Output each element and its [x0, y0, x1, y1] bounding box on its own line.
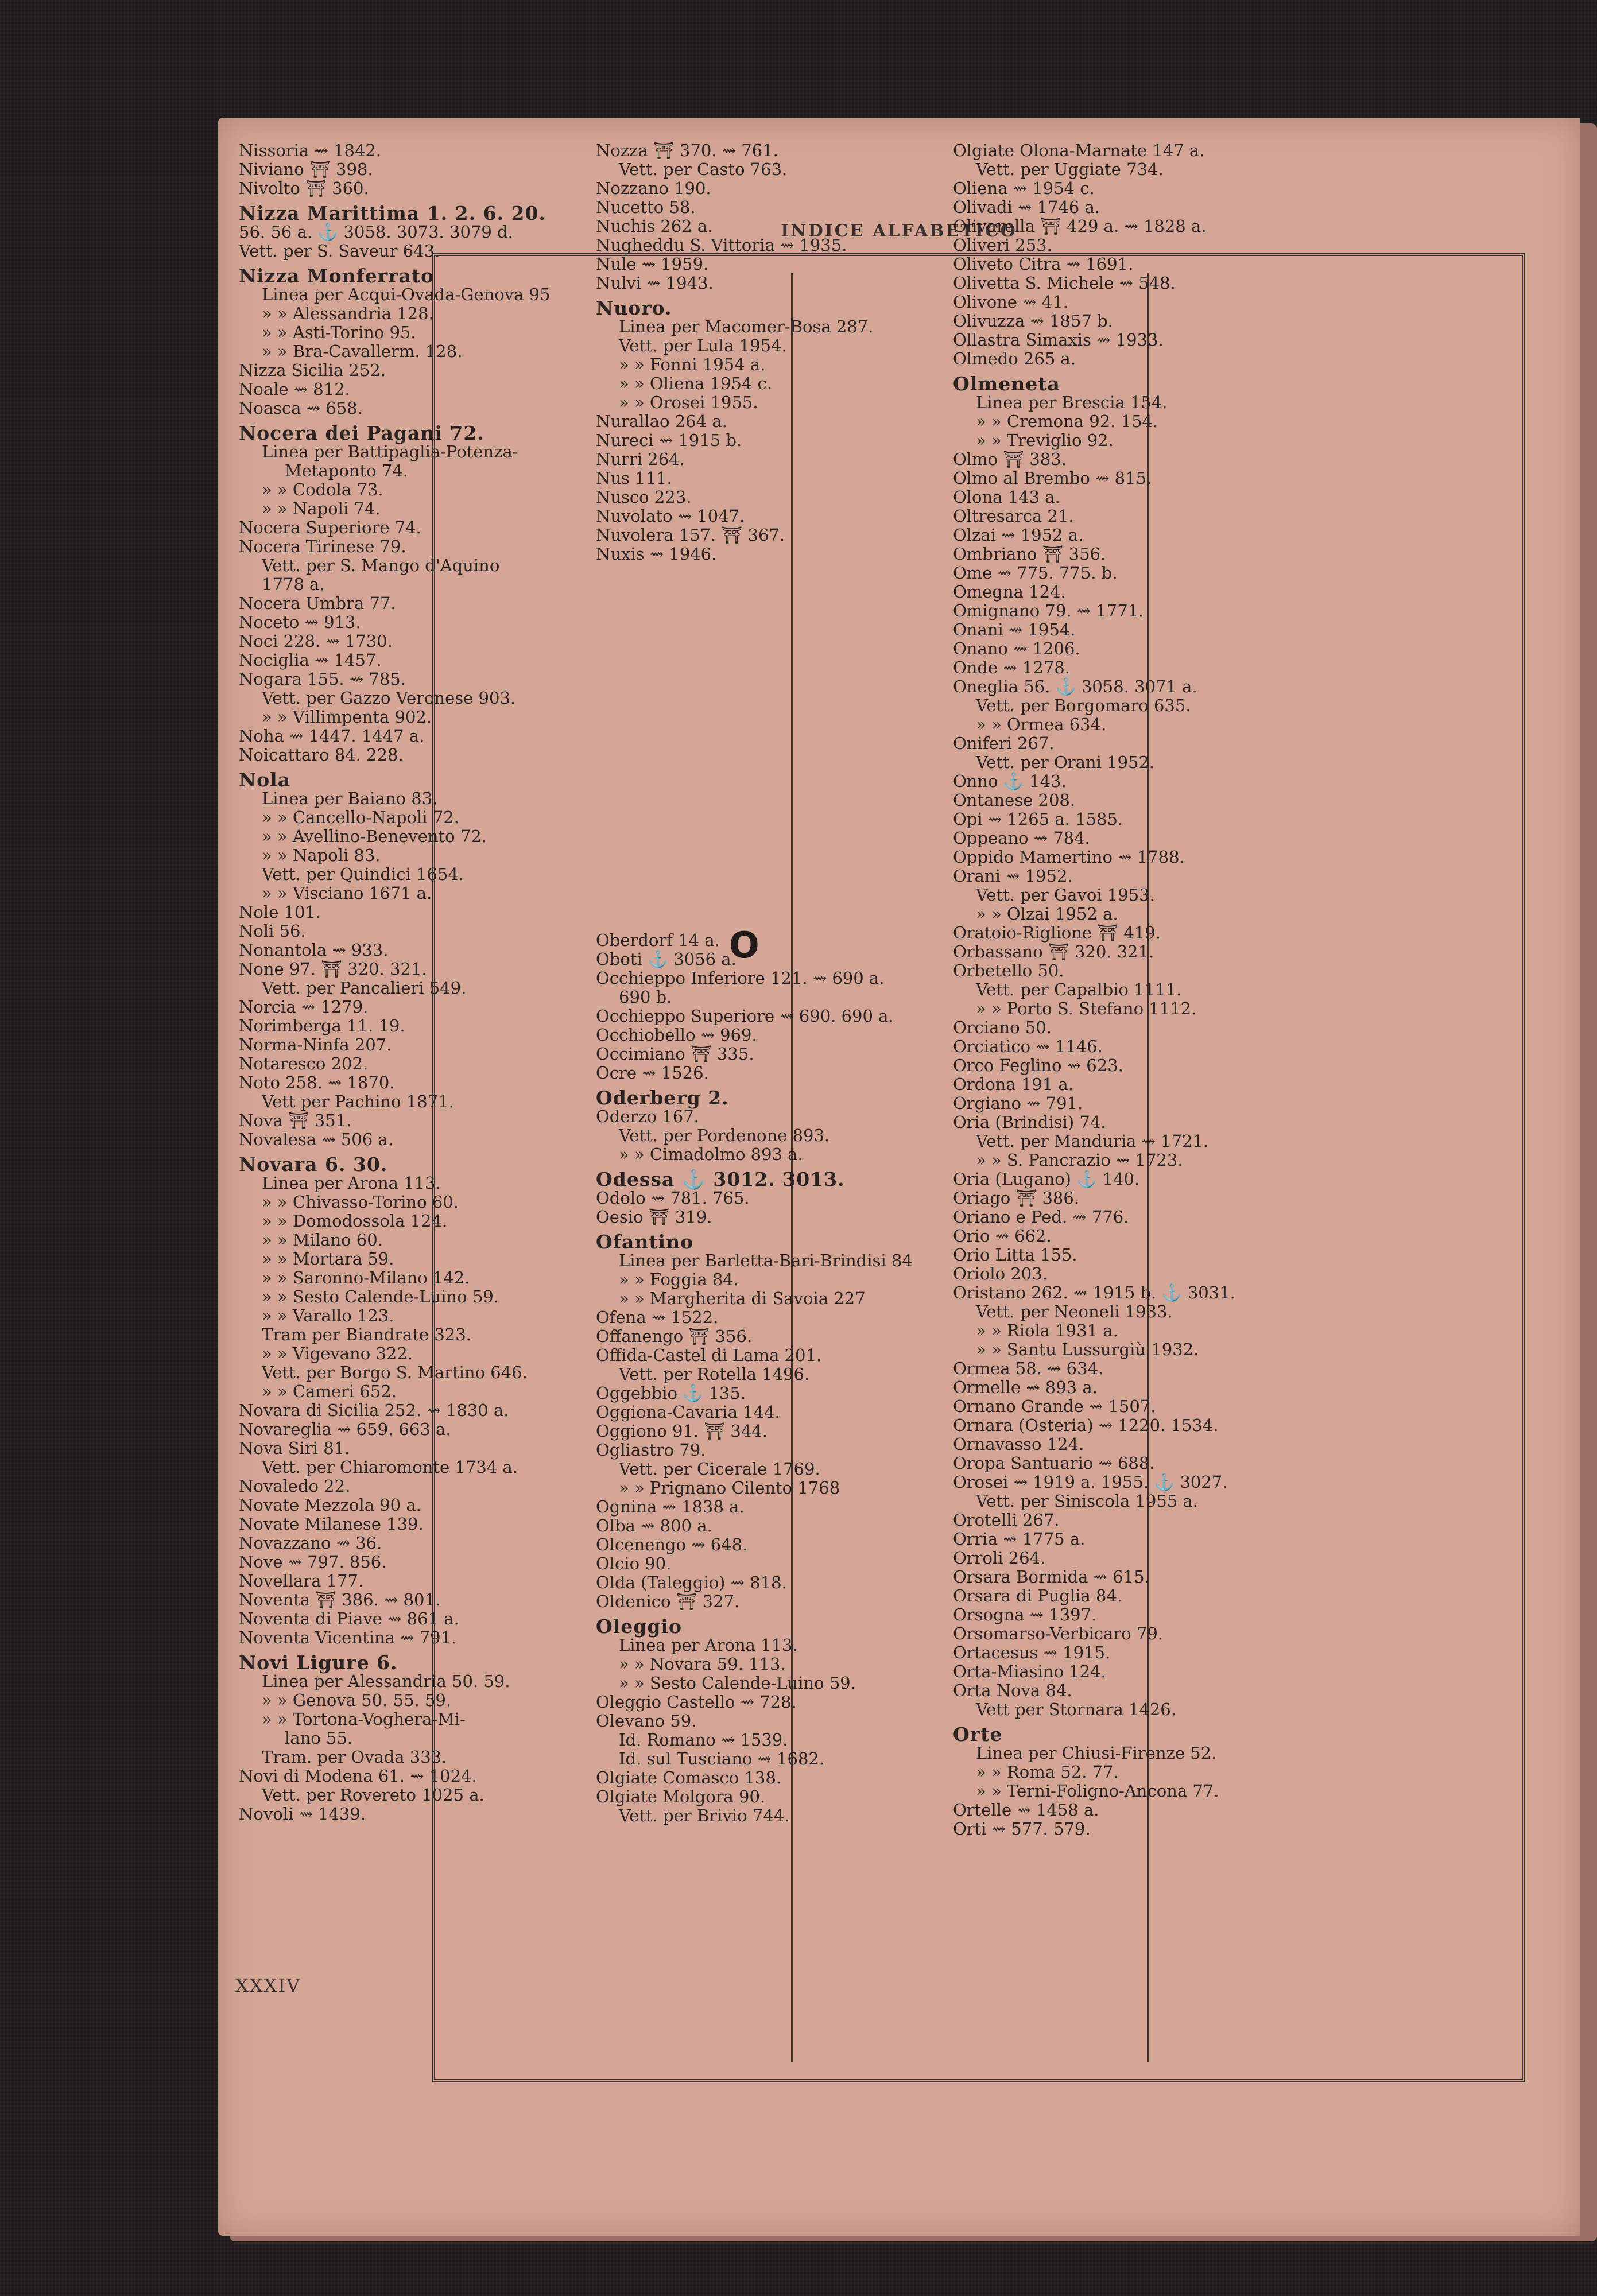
index-entry: Vett. per Brivio 744. — [619, 1806, 790, 1825]
index-entry: » » Visciano 1671 a. — [262, 883, 432, 903]
index-entry: Oggebbio ⚓ 135. — [596, 1383, 746, 1403]
index-entry: Oleggio Castello ⇝ 728. — [596, 1692, 797, 1712]
index-entry: Oppeano ⇝ 784. — [953, 828, 1090, 848]
index-entry: » » Olzai 1952 a. — [976, 904, 1118, 924]
index-entry: » » S. Pancrazio ⇝ 1723. — [976, 1150, 1183, 1170]
index-entry: Vett. per Manduria ⇝ 1721. — [976, 1131, 1209, 1151]
index-entry: » » Cancello-Napoli 72. — [262, 808, 459, 827]
index-entry: Olmo al Brembo ⇝ 815. — [953, 468, 1152, 488]
index-entry: Noto 258. ⇝ 1870. — [239, 1073, 395, 1092]
index-entry: » » Mortara 59. — [262, 1249, 394, 1269]
index-entry: Novi di Modena 61. ⇝ 1024. — [239, 1766, 477, 1786]
index-entry: Olba ⇝ 800 a. — [596, 1516, 712, 1535]
index-entry: Orotelli 267. — [953, 1510, 1060, 1530]
index-entry: Vett. per Lula 1954. — [619, 336, 787, 355]
index-entry: Occhiobello ⇝ 969. — [596, 1025, 757, 1045]
index-entry: Nule ⇝ 1959. — [596, 254, 709, 274]
index-entry: Odolo ⇝ 781. 765. — [596, 1188, 750, 1208]
index-heading: Ofantino — [596, 1231, 694, 1253]
index-entry: Oristano 262. ⇝ 1915 b. ⚓ 3031. — [953, 1283, 1235, 1302]
index-entry: Oboti ⚓ 3056 a. — [596, 949, 737, 969]
index-entry: » » Margherita di Savoia 227 — [619, 1289, 866, 1308]
index-entry: » » Sesto Calende-Luino 59. — [262, 1287, 499, 1306]
index-entry: Novazzano ⇝ 36. — [239, 1533, 382, 1553]
index-entry: » » Domodossola 124. — [262, 1211, 448, 1231]
index-heading: Oderberg 2. — [596, 1087, 729, 1109]
index-entry: Oneglia 56. ⚓ 3058. 3071 a. — [953, 677, 1197, 696]
index-entry: Novareglia ⇝ 659. 663 a. — [239, 1420, 451, 1439]
index-entry: Vett. per Casto 763. — [619, 160, 788, 179]
index-entry: Ontanese 208. — [953, 790, 1076, 810]
index-entry: » » Riola 1931 a. — [976, 1321, 1118, 1340]
index-entry: Olona 143 a. — [953, 487, 1060, 507]
index-entry: Nuchis 262 a. — [596, 216, 713, 236]
index-entry: Noventa ⛩ 386. ⇝ 801. — [239, 1590, 441, 1609]
index-entry: Nonantola ⇝ 933. — [239, 940, 389, 960]
index-entry: » » Cimadolmo 893 a. — [619, 1145, 803, 1164]
index-entry: Tram per Biandrate 323. — [262, 1325, 471, 1344]
index-entry: Linea per Chiusi-Firenze 52. — [976, 1743, 1217, 1763]
index-entry: Vett per Pachino 1871. — [262, 1092, 454, 1111]
index-entry: Orosei ⇝ 1919 a. 1955. ⚓ 3027. — [953, 1472, 1228, 1492]
index-entry: Nulvi ⇝ 1943. — [596, 273, 714, 293]
index-entry: Ornara (Osteria) ⇝ 1220. 1534. — [953, 1415, 1219, 1435]
index-entry: Onde ⇝ 1278. — [953, 658, 1070, 677]
index-entry: Nocera Tirinese 79. — [239, 537, 406, 556]
index-entry: Onno ⚓ 143. — [953, 771, 1067, 791]
index-entry: Noci 228. ⇝ 1730. — [239, 631, 393, 651]
index-entry: Oldenico ⛩ 327. — [596, 1592, 740, 1611]
index-entry: Nuxis ⇝ 1946. — [596, 544, 717, 564]
index-entry: Vett. per Quindici 1654. — [262, 864, 464, 884]
index-entry: Ortacesus ⇝ 1915. — [953, 1643, 1111, 1662]
index-entry: Olzai ⇝ 1952 a. — [953, 525, 1084, 545]
index-entry: Orbassano ⛩ 320. 321. — [953, 942, 1154, 961]
index-heading: Nocera dei Pagani 72. — [239, 422, 484, 444]
index-entry: Linea per Barletta-Bari-Brindisi 84 — [619, 1251, 913, 1270]
index-entry: Noventa Vicentina ⇝ 791. — [239, 1628, 457, 1647]
index-entry: Nuvolato ⇝ 1047. — [596, 506, 745, 526]
index-column-3 — [953, 141, 1297, 1839]
index-entry: Occhieppo Inferiore 121. ⇝ 690 a. — [596, 968, 885, 988]
index-entry: Vett. per Siniscola 1955 a. — [976, 1491, 1198, 1511]
index-entry: Noale ⇝ 812. — [239, 379, 350, 399]
index-entry: Nova Siri 81. — [239, 1438, 350, 1458]
index-entry: Nociglia ⇝ 1457. — [239, 650, 382, 670]
index-entry: Vett. per Pancalieri 549. — [262, 978, 467, 998]
index-entry: Noicattaro 84. 228. — [239, 745, 404, 765]
index-entry: Norma-Ninfa 207. — [239, 1035, 392, 1054]
index-entry: Nucetto 58. — [596, 197, 696, 217]
index-entry: » » Varallo 123. — [262, 1306, 394, 1325]
index-entry: » » Napoli 74. — [262, 499, 381, 518]
index-entry: Orio ⇝ 662. — [953, 1226, 1052, 1246]
index-entry: » » Prignano Cilento 1768 — [619, 1478, 840, 1498]
index-entry: Ormea 58. ⇝ 634. — [953, 1359, 1104, 1378]
index-entry: Offanengo ⛩ 356. — [596, 1327, 753, 1346]
index-entry: Tram. per Ovada 333. — [262, 1747, 447, 1767]
index-entry: Oggiona-Cavaria 144. — [596, 1402, 780, 1422]
index-entry: Niviano ⛩ 398. — [239, 160, 373, 179]
index-heading: Oleggio — [596, 1615, 682, 1638]
index-entry: Oriano e Ped. ⇝ 776. — [953, 1207, 1129, 1227]
index-entry: Olda (Taleggio) ⇝ 818. — [596, 1573, 787, 1592]
index-entry: Olivuzza ⇝ 1857 b. — [953, 311, 1113, 331]
index-entry: lano 55. — [285, 1728, 353, 1748]
index-entry: Orco Feglino ⇝ 623. — [953, 1056, 1123, 1075]
index-entry: Olgiate Comasco 138. — [596, 1768, 782, 1787]
index-entry: » » Tortona-Voghera-Mi- — [262, 1709, 466, 1729]
index-entry: Nus 111. — [596, 468, 672, 488]
index-entry: Olivetta S. Michele ⇝ 548. — [953, 273, 1176, 293]
index-entry: Noha ⇝ 1447. 1447 a. — [239, 726, 425, 746]
index-entry: Norimberga 11. 19. — [239, 1016, 405, 1035]
index-entry: Novaledo 22. — [239, 1476, 351, 1496]
index-entry: Opi ⇝ 1265 a. 1585. — [953, 809, 1123, 829]
index-entry: Nogara 155. ⇝ 785. — [239, 669, 406, 689]
index-entry: » » Orosei 1955. — [619, 393, 758, 412]
index-entry: Orta Nova 84. — [953, 1681, 1072, 1700]
index-entry: Orsogna ⇝ 1397. — [953, 1605, 1097, 1624]
index-entry: Vett. per Borgomaro 635. — [976, 696, 1191, 715]
index-entry: Nurri 264. — [596, 449, 685, 469]
index-entry: None 97. ⛩ 320. 321. — [239, 959, 427, 979]
section-gap — [596, 564, 929, 931]
index-entry: Occimiano ⛩ 335. — [596, 1044, 754, 1064]
index-entry: » » Terni-Foligno-Ancona 77. — [976, 1781, 1219, 1801]
index-entry: Novate Milanese 139. — [239, 1514, 424, 1534]
index-entry: Vett. per Neoneli 1933. — [976, 1302, 1173, 1321]
index-entry: Linea per Battipaglia-Potenza- — [262, 442, 518, 461]
index-entry: Orsomarso-Verbicaro 79. — [953, 1624, 1163, 1643]
index-entry: 56. 56 a. ⚓ 3058. 3073. 3079 d. — [239, 222, 513, 242]
index-entry: Occhieppo Superiore ⇝ 690. 690 a. — [596, 1006, 894, 1026]
index-entry: » » Porto S. Stefano 1112. — [976, 999, 1197, 1018]
index-entry: Noceto ⇝ 913. — [239, 612, 361, 632]
index-entry: Ognina ⇝ 1838 a. — [596, 1497, 745, 1517]
index-entry: Noli 56. — [239, 921, 306, 941]
index-entry: Id. sul Tusciano ⇝ 1682. — [619, 1749, 825, 1768]
index-entry: Vett. per Uggiate 734. — [976, 160, 1164, 179]
index-heading: Nizza Monferrato — [239, 265, 435, 287]
index-entry: » » Treviglio 92. — [976, 430, 1114, 450]
index-entry: Nureci ⇝ 1915 b. — [596, 430, 742, 450]
index-entry: Orgiano ⇝ 791. — [953, 1093, 1083, 1113]
index-entry: Vett. per Rovereto 1025 a. — [262, 1785, 484, 1805]
index-entry: Oriolo 203. — [953, 1264, 1048, 1283]
index-entry: Novate Mezzola 90 a. — [239, 1495, 421, 1515]
index-entry: Novara di Sicilia 252. ⇝ 1830 a. — [239, 1401, 509, 1420]
index-entry: Olcio 90. — [596, 1554, 672, 1573]
index-entry: » » Villimpenta 902. — [262, 707, 432, 727]
index-entry: » » Alessandria 128. — [262, 304, 434, 323]
index-heading: Nuoro. — [596, 297, 672, 319]
index-entry: Nusco 223. — [596, 487, 692, 507]
index-entry: Orsara di Puglia 84. — [953, 1586, 1123, 1605]
index-entry: Nocera Superiore 74. — [239, 518, 421, 537]
index-entry: Oliena ⇝ 1954 c. — [953, 179, 1095, 198]
index-entry: Metaponto 74. — [285, 461, 408, 480]
index-entry: Olivadi ⇝ 1746 a. — [953, 197, 1100, 217]
index-entry: Vett. per S. Saveur 643. — [239, 241, 440, 261]
index-entry: Olivarella ⛩ 429 a. ⇝ 1828 a. — [953, 216, 1207, 236]
index-entry: Oropa Santuario ⇝ 688. — [953, 1453, 1155, 1473]
index-entry: Ome ⇝ 775. 775. b. — [953, 563, 1118, 583]
index-entry: » » Ormea 634. — [976, 715, 1107, 734]
index-entry: Nuvolera 157. ⛩ 367. — [596, 525, 785, 545]
page-number: XXXIV — [235, 1975, 301, 1996]
index-entry: Ogliastro 79. — [596, 1440, 706, 1460]
index-entry: Ornano Grande ⇝ 1507. — [953, 1397, 1156, 1416]
index-entry: Ortelle ⇝ 1458 a. — [953, 1800, 1099, 1820]
index-entry: Nozzano 190. — [596, 179, 711, 198]
index-entry: Linea per Alessandria 50. 59. — [262, 1671, 510, 1691]
index-entry: » » Asti-Torino 95. — [262, 323, 416, 342]
index-entry: Ordona 191 a. — [953, 1075, 1073, 1094]
index-entry: » » Saronno-Milano 142. — [262, 1268, 470, 1287]
index-entry: Linea per Arona 113. — [262, 1173, 441, 1193]
index-entry: Orti ⇝ 577. 579. — [953, 1819, 1091, 1839]
index-entry: Ofena ⇝ 1522. — [596, 1308, 719, 1327]
index-column-2 — [596, 141, 929, 1825]
index-heading: Novara 6. 30. — [239, 1153, 388, 1176]
index-entry: Id. Romano ⇝ 1539. — [619, 1730, 788, 1750]
index-entry: Ornavasso 124. — [953, 1434, 1084, 1454]
index-entry: Vett. per Rotella 1496. — [619, 1364, 810, 1384]
index-entry: Nissoria ⇝ 1842. — [239, 141, 382, 160]
index-entry: Orciatico ⇝ 1146. — [953, 1037, 1103, 1056]
index-column-1 — [239, 141, 566, 1824]
index-entry: » » Fonni 1954 a. — [619, 355, 766, 374]
index-entry: Linea per Arona 113. — [619, 1635, 798, 1655]
index-entry: » » Oliena 1954 c. — [619, 374, 773, 393]
index-heading: Odessa ⚓ 3012. 3013. — [596, 1168, 845, 1190]
index-entry: Orsara Bormida ⇝ 615. — [953, 1567, 1150, 1587]
index-entry: Vett. per Gavoi 1953. — [976, 885, 1155, 905]
index-entry: Nurallao 264 a. — [596, 412, 727, 431]
index-entry: Orani ⇝ 1952. — [953, 866, 1073, 886]
index-entry: Oberdorf 14 a. — [596, 930, 720, 950]
index-entry: Noventa di Piave ⇝ 861 a. — [239, 1609, 459, 1628]
index-entry: Oliveri 253. — [953, 235, 1052, 255]
index-entry: Nizza Sicilia 252. — [239, 360, 386, 380]
index-entry: » » Sesto Calende-Luino 59. — [619, 1673, 856, 1693]
index-entry: Orio Litta 155. — [953, 1245, 1077, 1265]
index-entry: Oderzo 167. — [596, 1107, 699, 1126]
index-entry: Nozza ⛩ 370. ⇝ 761. — [596, 141, 778, 160]
section-letter: O — [729, 924, 759, 966]
index-entry: Vett. per Capalbio 1111. — [976, 980, 1182, 999]
index-entry: Olgiate Molgora 90. — [596, 1787, 766, 1806]
index-entry: Novoli ⇝ 1439. — [239, 1804, 366, 1824]
page-title: INDICE ALFABETICO — [781, 221, 1017, 241]
index-entry: Ocre ⇝ 1526. — [596, 1063, 709, 1083]
index-entry: Vett. per Borgo S. Martino 646. — [262, 1363, 528, 1382]
index-entry: Onani ⇝ 1954. — [953, 620, 1076, 639]
index-entry: Vett. per Orani 1952. — [976, 753, 1155, 772]
index-entry: Nocera Umbra 77. — [239, 594, 396, 613]
index-entry: Vett. per Pordenone 893. — [619, 1126, 830, 1145]
index-entry: Nivolto ⛩ 360. — [239, 179, 369, 198]
index-entry: Nove ⇝ 797. 856. — [239, 1552, 387, 1572]
index-heading: Nola — [239, 769, 291, 791]
index-entry: Oggiono 91. ⛩ 344. — [596, 1421, 768, 1441]
index-entry: Orria ⇝ 1775 a. — [953, 1529, 1086, 1549]
index-entry: Olgiate Olona-Marnate 147 a. — [953, 141, 1205, 160]
index-entry: » » Roma 52. 77. — [976, 1762, 1119, 1782]
index-entry: » » Chivasso-Torino 60. — [262, 1192, 459, 1212]
index-entry: Oppido Mamertino ⇝ 1788. — [953, 847, 1185, 867]
index-entry: » » Genova 50. 55. 59. — [262, 1690, 452, 1710]
index-entry: Nugheddu S. Vittoria ⇝ 1935. — [596, 235, 847, 255]
index-entry: Oltresarca 21. — [953, 506, 1074, 526]
index-entry: » » Vigevano 322. — [262, 1344, 413, 1363]
index-entry: Orroli 264. — [953, 1548, 1046, 1568]
index-entry: Ollastra Simaxis ⇝ 1933. — [953, 330, 1164, 350]
index-entry: Olmedo 265 a. — [953, 349, 1076, 369]
index-entry: » » Napoli 83. — [262, 846, 381, 865]
index-heading: Olmeneta — [953, 373, 1060, 395]
index-entry: Notaresco 202. — [239, 1054, 369, 1073]
index-entry: Omignano 79. ⇝ 1771. — [953, 601, 1144, 620]
index-entry: Noasca ⇝ 658. — [239, 398, 363, 418]
index-entry: Olivone ⇝ 41. — [953, 292, 1068, 312]
index-entry: Vett. per S. Mango d'Aquino — [262, 556, 500, 575]
index-entry: Nole 101. — [239, 902, 321, 922]
index-entry: Novalesa ⇝ 506 a. — [239, 1130, 393, 1149]
index-entry: Oria (Lugano) ⚓ 140. — [953, 1169, 1140, 1189]
index-entry: Oratoio-Riglione ⛩ 419. — [953, 923, 1161, 943]
index-heading: Novi Ligure 6. — [239, 1651, 398, 1674]
index-entry: Vett. per Cicerale 1769. — [619, 1459, 820, 1479]
index-entry: Linea per Macomer-Bosa 287. — [619, 317, 874, 336]
index-entry: » » Cremona 92. 154. — [976, 412, 1158, 431]
index-entry: » » Bra-Cavallerm. 128. — [262, 342, 463, 361]
index-entry: 690 b. — [619, 987, 672, 1007]
index-entry: Vett per Stornara 1426. — [976, 1700, 1176, 1719]
index-entry: » » Santu Lussurgiù 1932. — [976, 1340, 1199, 1359]
index-entry: Linea per Brescia 154. — [976, 393, 1168, 412]
index-entry: Oriago ⛩ 386. — [953, 1188, 1080, 1208]
index-entry: » » Avellino-Benevento 72. — [262, 827, 487, 846]
index-entry: » » Novara 59. 113. — [619, 1654, 786, 1674]
index-entry: Oria (Brindisi) 74. — [953, 1112, 1106, 1132]
index-entry: Vett. per Gazzo Veronese 903. — [262, 688, 516, 708]
index-entry: Orciano 50. — [953, 1018, 1052, 1037]
index-heading: Nizza Marittima 1. 2. 6. 20. — [239, 202, 546, 224]
index-entry: » » Milano 60. — [262, 1230, 383, 1250]
index-entry: » » Cameri 652. — [262, 1382, 397, 1401]
index-entry: Olmo ⛩ 383. — [953, 449, 1067, 469]
index-heading: Orte — [953, 1723, 1003, 1746]
index-entry: Ombriano ⛩ 356. — [953, 544, 1106, 564]
index-entry: Olevano 59. — [596, 1711, 697, 1731]
index-entry: » » Foggia 84. — [619, 1270, 739, 1289]
index-entry: 1778 a. — [262, 575, 325, 594]
index-entry: Linea per Baiano 83. — [262, 789, 438, 808]
index-entry: Vett. per Chiaromonte 1734 a. — [262, 1457, 518, 1477]
index-entry: Novellara 177. — [239, 1571, 364, 1591]
index-entry: Omegna 124. — [953, 582, 1066, 602]
index-entry: » » Codola 73. — [262, 480, 383, 499]
index-entry: Offida-Castel di Lama 201. — [596, 1345, 822, 1365]
index-entry: Oesio ⛩ 319. — [596, 1207, 712, 1227]
index-entry: Norcia ⇝ 1279. — [239, 997, 369, 1017]
index-entry: Linea per Acqui-Ovada-Genova 95 — [262, 285, 551, 304]
index-entry: Ormelle ⇝ 893 a. — [953, 1378, 1098, 1397]
index-entry: Orta-Miasino 124. — [953, 1662, 1106, 1681]
index-entry: Onano ⇝ 1206. — [953, 639, 1080, 658]
index-entry: Olcenengo ⇝ 648. — [596, 1535, 748, 1554]
index-entry: Orbetello 50. — [953, 961, 1064, 980]
index-entry: Nova ⛩ 351. — [239, 1111, 352, 1130]
index-entry: Oniferi 267. — [953, 734, 1055, 753]
index-entry: Oliveto Citra ⇝ 1691. — [953, 254, 1134, 274]
